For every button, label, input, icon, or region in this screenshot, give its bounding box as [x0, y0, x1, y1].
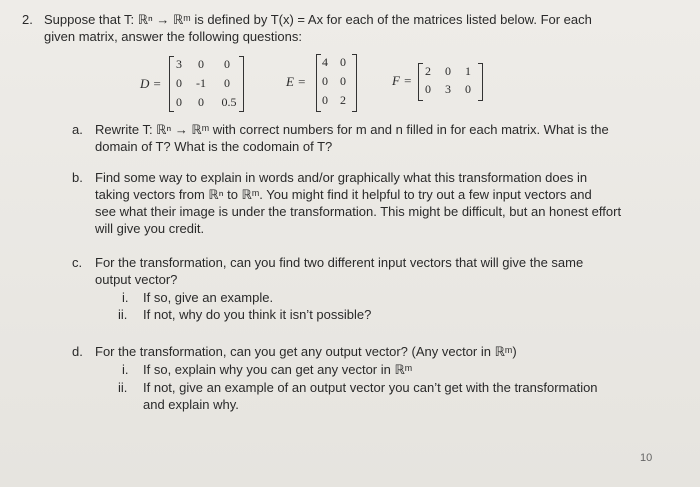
matrix-f	[392, 63, 492, 103]
part-b-marker: b.	[72, 170, 83, 185]
question-intro-line1: Suppose that T: ℝⁿ → ℝᵐ is defined by T(x) = Ax for each of the matrices listed below. For each	[44, 12, 592, 27]
part-a-line2: domain of T? What is the codomain of T?	[95, 139, 333, 154]
part-d-sub-i-text: If so, explain why you can get any vector in ℝᵐ	[143, 362, 413, 377]
matrix-cell: 3	[176, 57, 182, 71]
part-b-line1: Find some way to explain in words and/or graphically what this transformation does in	[95, 170, 588, 185]
matrix-d	[140, 56, 260, 112]
matrix-cell: -1	[196, 76, 206, 90]
matrix-cell: 2	[340, 93, 346, 107]
matrix-e-right-bracket	[352, 54, 357, 112]
matrix-cell: 0	[322, 93, 328, 107]
part-d-sub-i-marker: i.	[122, 362, 129, 377]
part-c-line2: output vector?	[95, 272, 178, 287]
matrix-f-right-bracket	[478, 63, 483, 101]
matrix-cell: 3	[445, 82, 451, 96]
matrix-e	[286, 54, 366, 114]
matrix-cell: 4	[322, 55, 328, 69]
matrix-cell: 0	[322, 74, 328, 88]
matrix-e-label: E =	[286, 74, 306, 89]
matrix-cell: 0	[445, 64, 451, 78]
part-d-sub-ii-text: If not, give an example of an output vector you can’t get with the transformation	[143, 380, 598, 395]
matrix-cell: 0	[465, 82, 471, 96]
part-d-sub-ii-cont: and explain why.	[143, 397, 239, 412]
part-d-sub-ii-marker: ii.	[118, 380, 128, 395]
matrix-cell: 0	[176, 76, 182, 90]
matrix-cell: 0	[198, 57, 204, 71]
part-a-marker: a.	[72, 122, 83, 137]
part-c-sub-i-marker: i.	[122, 290, 129, 305]
matrix-cell: 0	[425, 82, 431, 96]
matrix-cell: 0	[224, 57, 230, 71]
matrix-d-label: D =	[140, 76, 162, 91]
matrix-cell: 1	[465, 64, 471, 78]
matrix-cell: 0	[224, 76, 230, 90]
matrix-cell: 0	[176, 95, 182, 109]
matrix-cell: 0	[340, 74, 346, 88]
part-c-sub-ii-text: If not, why do you think it isn’t possible?	[143, 307, 372, 322]
part-b-line2: taking vectors from ℝⁿ to ℝᵐ. You might find it helpful to try out a few input vectors and	[95, 187, 592, 202]
part-d-line1: For the transformation, can you get any output vector? (Any vector in ℝᵐ)	[95, 344, 517, 359]
part-c-sub-ii-marker: ii.	[118, 307, 128, 322]
question-intro-line2: given matrix, answer the following questions:	[44, 29, 302, 44]
matrix-cell: 0	[198, 95, 204, 109]
matrix-cell: 0.5	[221, 95, 237, 109]
part-c-sub-i-text: If so, give an example.	[143, 290, 274, 305]
part-c-marker: c.	[72, 255, 83, 270]
part-b-line4: will give you credit.	[95, 221, 205, 236]
part-b-line3: see what their image is under the transformation. This might be difficult, but an honest effort	[95, 204, 622, 219]
matrix-cell: 2	[425, 64, 431, 78]
question-number: 2.	[22, 12, 33, 27]
matrix-cell: 0	[340, 55, 346, 69]
page-number: 10	[640, 452, 653, 464]
matrix-d-right-bracket	[239, 56, 244, 112]
part-d-marker: d.	[72, 344, 83, 359]
part-a-line1: Rewrite T: ℝⁿ → ℝᵐ with correct numbers for m and n filled in for each matrix. What is the	[95, 122, 609, 137]
part-c-line1: For the transformation, can you find two different input vectors that will give the same	[95, 255, 584, 270]
matrix-f-label: F =	[392, 73, 412, 88]
